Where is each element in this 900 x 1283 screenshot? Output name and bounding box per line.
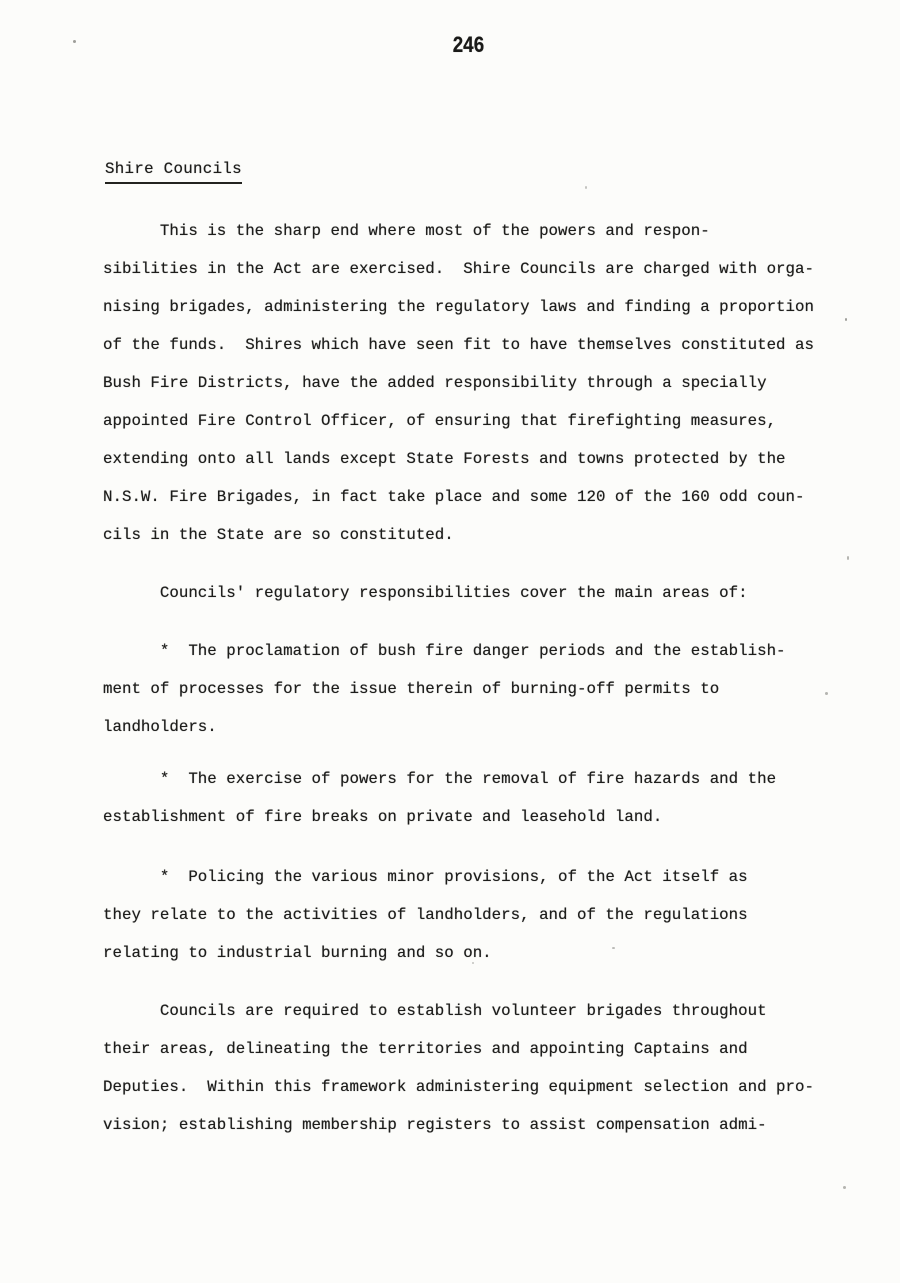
scan-speck	[472, 962, 474, 964]
text-line: Councils' regulatory responsibilities cover the main areas of:	[103, 584, 748, 602]
text-line: landholders.	[103, 718, 217, 736]
scan-speck	[843, 1186, 846, 1189]
scan-speck	[845, 318, 847, 321]
scan-speck	[847, 556, 849, 560]
text-line: of the funds. Shires which have seen fit to have themselves constituted as	[103, 336, 814, 354]
scan-speck	[612, 947, 615, 949]
scan-speck	[73, 40, 76, 43]
text-line: their areas, delineating the territories and appointing Captains and	[103, 1040, 748, 1058]
page-number: 246	[452, 33, 484, 59]
text-line: establishment of fire breaks on private and leasehold land.	[103, 808, 663, 826]
text-line: extending onto all lands except State Forests and towns protected by the	[103, 450, 786, 468]
text-line: Deputies. Within this framework administering equipment selection and pro-	[103, 1078, 814, 1096]
bullet-item-fire-hazards	[103, 760, 860, 836]
text-line: Bush Fire Districts, have the added responsibility through a specially	[103, 374, 767, 392]
text-line: relating to industrial burning and so on.	[103, 944, 492, 962]
text-line: appointed Fire Control Officer, of ensuring that firefighting measures,	[103, 412, 777, 430]
paragraph-intro	[103, 212, 860, 554]
scan-speck	[825, 692, 828, 695]
text-line: * The exercise of powers for the removal of fire hazards and the	[103, 770, 777, 788]
text-line: vision; establishing membership registers to assist compensation admi-	[103, 1116, 767, 1134]
text-line: N.S.W. Fire Brigades, in fact take place and some 120 of the 160 odd coun-	[103, 488, 805, 506]
section-heading	[105, 158, 242, 184]
text-line: * Policing the various minor provisions, of the Act itself as	[103, 868, 748, 886]
bullet-item-policing	[103, 858, 860, 972]
text-line: * The proclamation of bush fire danger periods and the establish-	[103, 642, 786, 660]
text-line: they relate to the activities of landholders, and of the regulations	[103, 906, 748, 924]
paragraph-brigades	[103, 992, 860, 1144]
text-line: nising brigades, administering the regulatory laws and finding a proportion	[103, 298, 814, 316]
text-line: Councils are required to establish volunteer brigades throughout	[103, 1002, 767, 1020]
section-heading-text: Shire Councils	[105, 158, 242, 184]
text-line: cils in the State are so constituted.	[103, 526, 454, 544]
bullet-item-proclamation	[103, 632, 860, 746]
paragraph-lead-in	[103, 574, 860, 612]
scan-speck	[585, 186, 587, 189]
text-line: sibilities in the Act are exercised. Shire Councils are charged with orga-	[103, 260, 814, 278]
text-line: This is the sharp end where most of the powers and respon-	[103, 222, 710, 240]
text-line: ment of processes for the issue therein of burning-off permits to	[103, 680, 720, 698]
